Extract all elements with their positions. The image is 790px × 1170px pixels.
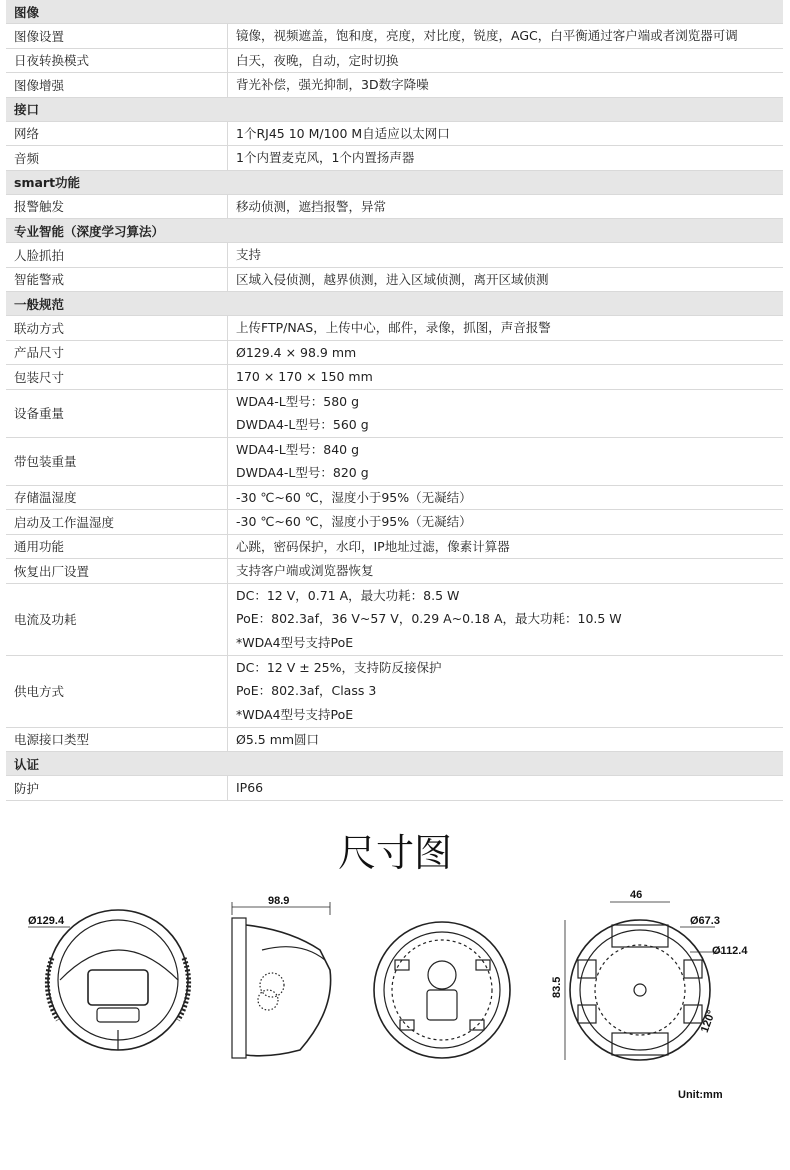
- spec-value-cell: [228, 583, 784, 655]
- spec-label: 电源接口类型: [6, 727, 228, 752]
- spec-value: *WDA4型号支持PoE: [236, 706, 354, 722]
- spec-label: 智能警戒: [6, 267, 228, 292]
- spec-value: 区域入侵侦测，越界侦测，进入区域侦测，离开区域侦测: [236, 271, 549, 287]
- spec-row: [6, 389, 783, 437]
- spec-row: [6, 121, 783, 146]
- spec-value: 1个RJ45 10 M/100 M自适应以太网口: [236, 125, 450, 141]
- spec-value: DC：12 V，0.71 A，最大功耗：8.5 W: [236, 587, 460, 603]
- spec-label: 存储温湿度: [6, 485, 228, 510]
- spec-label: 恢复出厂设置: [6, 559, 228, 584]
- spec-value-cell: [228, 534, 784, 559]
- spec-label: 图像增强: [6, 73, 228, 98]
- spec-row: [6, 48, 783, 73]
- spec-label: 产品尺寸: [6, 340, 228, 365]
- spec-value-cell: [228, 48, 784, 73]
- spec-label: 启动及工作温湿度: [6, 510, 228, 535]
- section-title: smart功能: [6, 170, 783, 194]
- spec-label: 图像设置: [6, 24, 228, 49]
- spec-row: [6, 340, 783, 365]
- section-header: [6, 170, 783, 194]
- spec-value-cell: [228, 194, 784, 219]
- spec-value-cell: [228, 121, 784, 146]
- section-header: [6, 97, 783, 121]
- spec-value: Ø5.5 mm圆口: [236, 731, 320, 747]
- spec-value: PoE：802.3af，36 V~57 V，0.29 A~0.18 A，最大功耗：10.5 W: [236, 611, 622, 627]
- spec-row: [6, 510, 783, 535]
- spec-label: 电流及功耗: [6, 583, 228, 655]
- spec-label: 报警触发: [6, 194, 228, 219]
- spec-value: DC：12 V ± 25%，支持防反接保护: [236, 659, 442, 675]
- spec-value-cell: [228, 316, 784, 341]
- spec-value: DWDA4-L型号：820 g: [236, 465, 369, 480]
- spec-row: [6, 243, 783, 268]
- spec-value: WDA4-L型号：580 g: [236, 393, 360, 409]
- spec-value: 心跳，密码保护，水印，IP地址过滤，像素计算器: [236, 538, 510, 554]
- spec-value: 1个内置麦克风，1个内置扬声器: [236, 150, 415, 165]
- spec-label: 防护: [6, 776, 228, 801]
- section-header: [6, 0, 783, 24]
- spec-row: [6, 194, 783, 219]
- spec-value-cell: [228, 389, 784, 437]
- section-title: 图像: [6, 0, 783, 24]
- base-width-label: 46: [630, 889, 643, 901]
- section-header: [6, 292, 783, 316]
- spec-value: 白天，夜晚，自动，定时切换: [236, 52, 399, 68]
- spec-value: -30 ℃~60 ℃，湿度小于95%（无凝结）: [236, 489, 472, 505]
- spec-value-cell: [228, 559, 784, 584]
- spec-value: Ø129.4 × 98.9 mm: [236, 344, 357, 360]
- spec-value: 上传FTP/NAS，上传中心，邮件，录像，抓图，声音报警: [236, 320, 551, 335]
- side-view-drawing: [232, 902, 331, 1058]
- spec-row: [6, 655, 783, 727]
- spec-row: [6, 146, 783, 171]
- spec-value: IP66: [236, 780, 264, 795]
- spec-row: [6, 316, 783, 341]
- spec-label: 带包装重量: [6, 437, 228, 485]
- unit-label: Unit:mm: [678, 1089, 723, 1101]
- hole-dia-small-label: Ø67.3: [690, 915, 720, 927]
- section-header: [6, 752, 783, 776]
- bottom-view-drawing: [374, 922, 510, 1058]
- spec-label: 通用功能: [6, 534, 228, 559]
- base-height-label: 83.5: [551, 976, 563, 998]
- spec-label: 人脸抓拍: [6, 243, 228, 268]
- section-header: [6, 219, 783, 243]
- spec-value: *WDA4型号支持PoE: [236, 634, 354, 650]
- spec-label: 音频: [6, 146, 228, 171]
- spec-value-cell: [228, 437, 784, 485]
- section-title: 一般规范: [6, 292, 783, 316]
- spec-value: -30 ℃~60 ℃，湿度小于95%（无凝结）: [236, 514, 472, 529]
- spec-row: [6, 727, 783, 752]
- spec-value: DWDA4-L型号：560 g: [236, 417, 369, 432]
- side-depth-label: 98.9: [268, 895, 290, 907]
- spec-value: 170 × 170 × 150 mm: [236, 369, 373, 384]
- spec-label: 联动方式: [6, 316, 228, 341]
- dimension-drawings: [0, 880, 790, 1120]
- spec-value-cell: [228, 146, 784, 171]
- spec-value: WDA4-L型号：840 g: [236, 441, 360, 457]
- spec-value-cell: [228, 365, 784, 390]
- spec-row: [6, 365, 783, 390]
- spec-value-cell: [228, 510, 784, 535]
- spec-label: 供电方式: [6, 655, 228, 727]
- spec-value-cell: [228, 73, 784, 98]
- spec-row: [6, 534, 783, 559]
- spec-row: [6, 437, 783, 485]
- spec-value-cell: [228, 776, 784, 801]
- spec-value: 移动侦测，遮挡报警，异常: [236, 198, 387, 214]
- spec-value: PoE：802.3af，Class 3: [236, 683, 377, 699]
- spec-value-cell: [228, 243, 784, 268]
- spec-table: [6, 0, 783, 801]
- front-view-drawing: [28, 910, 189, 1050]
- spec-row: [6, 776, 783, 801]
- spec-value: 镜像，视频遮盖，饱和度，亮度，对比度，锐度，AGC，白平衡通过客户端或者浏览器可调: [236, 28, 738, 43]
- spec-label: 网络: [6, 121, 228, 146]
- spec-row: [6, 485, 783, 510]
- section-title: 认证: [6, 752, 783, 776]
- spec-row: [6, 73, 783, 98]
- spec-row: [6, 24, 783, 49]
- front-dia-label: Ø129.4: [28, 915, 65, 927]
- spec-row: [6, 559, 783, 584]
- angle-label: 120°: [698, 1008, 718, 1035]
- spec-row: [6, 267, 783, 292]
- hole-dia-large-label: Ø112.4: [712, 945, 748, 957]
- spec-label: 包装尺寸: [6, 365, 228, 390]
- spec-value-cell: [228, 727, 784, 752]
- section-title: 专业智能（深度学习算法）: [6, 219, 783, 243]
- section-title: 接口: [6, 97, 783, 121]
- spec-value: 支持客户端或浏览器恢复: [236, 563, 374, 578]
- spec-value: 背光补偿，强光抑制，3D数字降噪: [236, 77, 429, 92]
- spec-label: 日夜转换模式: [6, 48, 228, 73]
- spec-value-cell: [228, 267, 784, 292]
- spec-value-cell: [228, 24, 784, 49]
- spec-value-cell: [228, 655, 784, 727]
- spec-label: 设备重量: [6, 389, 228, 437]
- spec-value: 支持: [236, 247, 262, 262]
- dimension-title: 尺寸图: [337, 831, 452, 875]
- spec-value-cell: [228, 485, 784, 510]
- spec-value-cell: [228, 340, 784, 365]
- spec-row: [6, 583, 783, 655]
